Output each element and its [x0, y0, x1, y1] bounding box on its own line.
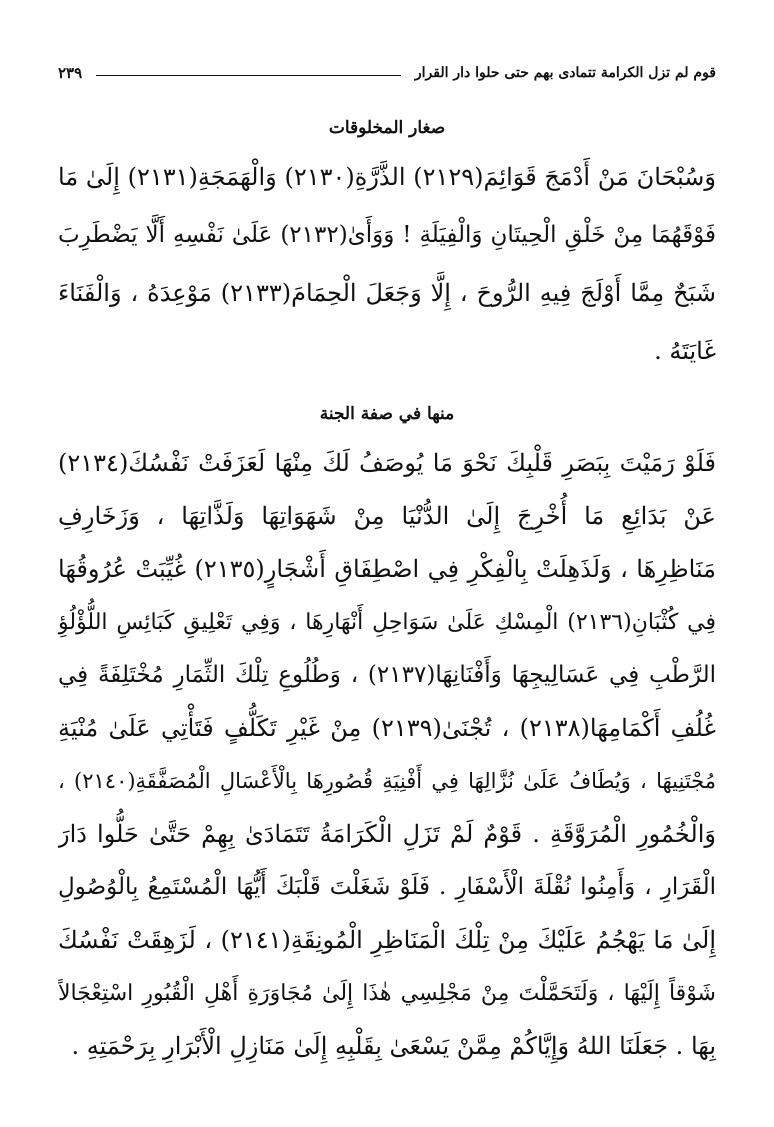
text-line: بِهَا . جَعَلَنَا اللهُ وَإِيَّاكُمْ مِمَّنْ يَسْعَىٰ بِقَلْبِهِ إِلَىٰ مَنَازِلِ الْأَبْرَارِ بِرَحْمَتِهِ . — [71, 1032, 716, 1060]
section-title-small-creatures: صغار المخلوقات — [328, 118, 446, 138]
text-line: شَوْقاً إِلَيْهَا ، وَلَتَحَمَّلْتَ مِنْ مَجْلِسِي هٰذَا إِلَىٰ مُجَاوَرَةِ أَهْلِ الْقُبُورِ اسْتِعْجَالاً — [58, 981, 716, 1006]
section-title-paradise: منها في صفة الجنة — [319, 404, 455, 424]
header-rule — [96, 75, 401, 76]
text-line: إِلَىٰ مَا يَهْجُمُ عَلَيْكَ مِنْ تِلْكَ الْمَنَاظِرِ الْمُونِقَةِ(٢١٤١) ، لَزَهِقَتْ نَفْسُكَ — [58, 926, 716, 954]
text-line: غَايَتَهُ . — [654, 337, 716, 365]
text-line: فَوْقَهُمَا مِنْ خَلْقِ الْحِيتَانِ وَالْفِيَلَةِ ! وَوَأَىٰ(٢١٣٢) عَلَىٰ نَفْسِهِ أَلَّا يَضْطَرِبَ — [58, 222, 716, 248]
page-number: ٢٣٩ — [58, 64, 83, 82]
running-title: قوم لم تزل الكرامة تتمادى بهم حتى حلوا دار القرار — [414, 65, 716, 81]
text-line: فَلَوْ رَمَيْتَ بِبَصَرِ قَلْبِكَ نَحْوَ مَا يُوصَفُ لَكَ مِنْهَا لَعَزَفَتْ نَفْسُكَ(٢١٣٤) — [58, 449, 716, 477]
text-line: الرَّطْبِ فِي عَسَالِيجِهَا وَأَفْنَانِهَا(٢١٣٧) ، وَطُلُوعِ تِلْكَ الثِّمَارِ مُخْتَلِفَةً فِي — [58, 662, 716, 688]
paragraph-paradise — [58, 437, 716, 1073]
text-line: وَسُبْحَانَ مَنْ أَدْمَجَ قَوَائِمَ(٢١٢٩) الذَّرَّةِ(٢١٣٠) وَالْهَمَجَةِ(٢١٣١) إِلَىٰ مَا — [58, 163, 716, 191]
text-line: الْقَرَارِ ، وَأَمِنُوا نُقْلَةَ الْأَسْفَارِ . فَلَوْ شَغَلْتَ قَلْبَكَ أَيُّهَا الْمُسْتَمِعُ بِالْوُصُولِ — [58, 874, 716, 900]
text-line: مَنَاظِرِهَا ، وَلَذَهِلَتْ بِالْفِكْرِ فِي اصْطِفَاقِ أَشْجَارٍ(٢١٣٥) غُيِّبَتْ عُرُوقُهَا — [58, 555, 716, 583]
text-line: وَالْخُمُورِ الْمُرَوَّقَةِ . قَوْمٌ لَمْ تَزَلِ الْكَرَامَةُ تَتَمَادَىٰ بِهِمْ حَتَّىٰ حَلُّوا دَارَ — [58, 820, 716, 848]
page-header — [58, 58, 716, 88]
text-line: غُلُفِ أَكْمَامِهَا(٢١٣٨) ، تُجْنَىٰ(٢١٣٩) مِنْ غَيْرِ تَكَلُّفٍ فَتَأْتِي عَلَىٰ مُنْيَةِ — [58, 714, 716, 742]
text-line: مُجْتَنِيهَا ، وَيُطَافُ عَلَىٰ نُزَّالِهَا فِي أَفْنِيَةِ قُصُورِهَا بِالْأَعْسَالِ الْمُصَفَّقَةِ(٢١٤٠) ، — [58, 769, 716, 793]
text-line: شَبَحٌ مِمَّا أَوْلَجَ فِيهِ الرُّوحَ ، إِلَّا وَجَعَلَ الْحِمَامَ(٢١٣٣) مَوْعِدَهُ ، وَالْفَنَاءَ — [58, 279, 716, 307]
text-line: فِي كُثْبَانِ(٢١٣٦) الْمِسْكِ عَلَىٰ سَوَاحِلِ أَنْهَارِهَا ، وَفِي تَعْلِيقِ كَبَائِسِ اللُّؤْلُؤِ — [58, 610, 716, 635]
text-line: عَنْ بَدَائِعِ مَا أُخْرِجَ إِلَىٰ الدُّنْيَا مِنْ شَهَوَاتِهَا وَلَذَّاتِهَا ، وَزَخَارِفِ — [58, 502, 716, 530]
paragraph-small-creatures — [58, 148, 716, 380]
